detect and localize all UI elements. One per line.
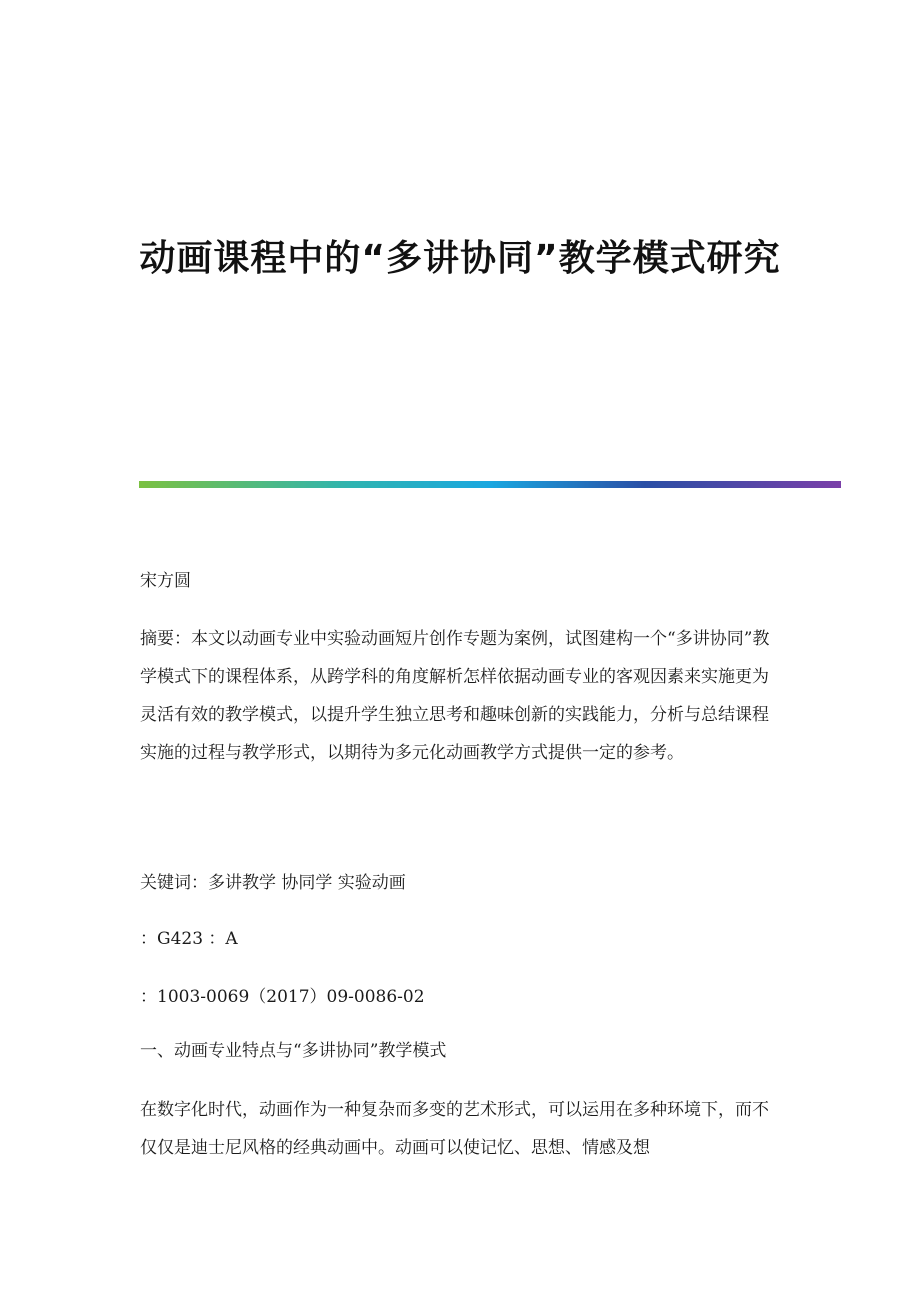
author-name: 宋方圆 xyxy=(140,571,191,591)
title-divider xyxy=(139,481,841,488)
classification-line: ：G423 ：A xyxy=(140,929,238,949)
body-paragraph: 在数字化时代，动画作为一种复杂而多变的艺术形式，可以运用在多种环境下，而不仅仅是迪士尼风格的经典动画中。动画可以使记忆、思想、情感及想 xyxy=(140,1100,769,1158)
document-title: 动画课程中的“多讲协同”教学模式研究 xyxy=(139,238,781,279)
abstract-paragraph: 摘要：本文以动画专业中实验动画短片创作专题为案例，试图建构一个“多讲协同”教学模式下的课程体系，从跨学科的角度解析怎样依据动画专业的客观因素来实施更为灵活有效的教学模式，以提升学生独立思考和趣味创新的实践能力，分析与总结课程实施的过程与教学形式，以期待为多元化动画教学方式提供一定的参考。 xyxy=(140,629,770,763)
article-number-line: ：1003-0069（2017）09-0086-02 xyxy=(140,987,425,1007)
keywords-line: 关键词：多讲教学 协同学 实验动画 xyxy=(140,873,406,893)
section-heading: 一、动画专业特点与“多讲协同”教学模式 xyxy=(140,1041,447,1061)
